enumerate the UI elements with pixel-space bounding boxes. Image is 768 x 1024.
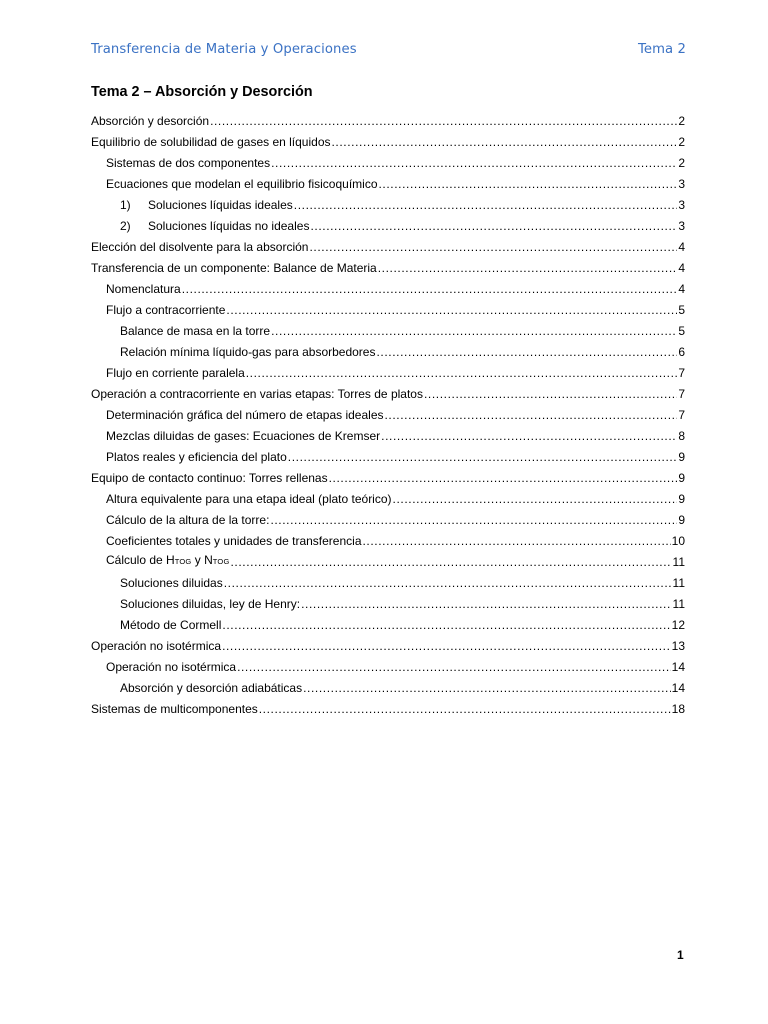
toc-entry-page: 5 xyxy=(678,324,685,338)
toc-entry-label: Soluciones líquidas no ideales xyxy=(148,219,310,233)
toc-entry-label: Nomenclatura xyxy=(106,282,181,296)
toc-leader-dots xyxy=(332,135,678,149)
toc-entry-label: Absorción y desorción xyxy=(91,114,210,128)
toc-entry-label: Altura equivalente para una etapa ideal (plato teórico) xyxy=(106,492,392,506)
toc-leader-dots xyxy=(424,387,677,401)
toc-entry-label: Equipo de contacto continuo: Torres rellenas xyxy=(91,471,328,485)
toc-leader-dots xyxy=(237,660,671,674)
toc-entry[interactable] xyxy=(91,653,685,674)
toc-entry[interactable] xyxy=(91,464,685,485)
toc-leader-dots xyxy=(376,345,677,359)
toc-entry-page: 14 xyxy=(671,660,685,674)
toc-leader-dots xyxy=(230,555,671,569)
toc-entry-page: 9 xyxy=(678,513,685,527)
toc-entry-page: 4 xyxy=(678,282,685,296)
toc-leader-dots xyxy=(381,429,677,443)
toc-entry-label: Ecuaciones que modelan el equilibrio fisicoquímico xyxy=(106,177,378,191)
toc-leader-dots xyxy=(270,513,677,527)
toc-entry-page: 4 xyxy=(678,240,685,254)
toc-leader-dots xyxy=(271,324,677,338)
toc-leader-dots xyxy=(182,282,678,296)
toc-entry[interactable] xyxy=(91,401,685,422)
toc-entry[interactable] xyxy=(91,380,685,401)
toc-leader-dots xyxy=(224,576,672,590)
toc-leader-dots xyxy=(271,156,677,170)
toc-leader-dots xyxy=(246,366,678,380)
toc-entry-page: 13 xyxy=(671,639,685,653)
toc-entry[interactable] xyxy=(91,548,685,569)
toc-title: Tema 2 – Absorción y Desorción xyxy=(91,84,313,100)
page-number: 1 xyxy=(677,948,684,962)
header-chapter-label: Tema 2 xyxy=(637,42,686,57)
toc-leader-dots xyxy=(294,198,678,212)
toc-leader-dots xyxy=(393,492,678,506)
toc-leader-dots xyxy=(222,618,670,632)
toc-entry-page: 6 xyxy=(678,345,685,359)
toc-entry-label: Flujo en corriente paralela xyxy=(106,366,245,380)
toc-entry[interactable] xyxy=(91,233,685,254)
toc-leader-dots xyxy=(310,219,677,233)
toc-entry[interactable] xyxy=(91,275,685,296)
toc-entry-page: 4 xyxy=(678,261,685,275)
toc-entry-page: 11 xyxy=(672,555,685,569)
toc-entry-label: Operación no isotérmica xyxy=(91,639,222,653)
toc-entry-label: Cálculo de la altura de la torre: xyxy=(106,513,270,527)
toc-entry-label: Balance de masa en la torre xyxy=(120,324,271,338)
label-part: Cálculo de H xyxy=(106,553,175,567)
toc-entry[interactable] xyxy=(91,611,685,632)
toc-leader-dots xyxy=(226,303,677,317)
toc-entry-page: 2 xyxy=(678,156,685,170)
toc-entry[interactable] xyxy=(91,149,685,170)
header-document-title: Transferencia de Materia y Operaciones xyxy=(91,42,357,57)
toc-entry-page: 2 xyxy=(678,114,685,128)
toc-entry-page: 7 xyxy=(678,387,685,401)
page-header xyxy=(91,42,686,62)
toc-entry[interactable] xyxy=(91,338,685,359)
toc-leader-dots xyxy=(288,450,678,464)
toc-entry-label: Equilibrio de solubilidad de gases en líquidos xyxy=(91,135,331,149)
toc-entry-page: 2 xyxy=(678,135,685,149)
toc-entry[interactable] xyxy=(91,317,685,338)
toc-leader-dots xyxy=(363,534,671,548)
toc-leader-dots xyxy=(301,597,671,611)
toc-entry-page: 9 xyxy=(678,450,685,464)
toc-entry-page: 11 xyxy=(672,597,685,611)
toc-entry-label: Soluciones líquidas ideales xyxy=(148,198,293,212)
toc-entry[interactable] xyxy=(91,485,685,506)
toc-entry-label: Flujo a contracorriente xyxy=(106,303,226,317)
table-of-contents xyxy=(91,107,685,716)
toc-entry-page: 9 xyxy=(678,471,685,485)
toc-entry-label: Determinación gráfica del número de etapas ideales xyxy=(106,408,384,422)
toc-entry-label: Soluciones diluidas, ley de Henry: xyxy=(120,597,301,611)
toc-entry[interactable] xyxy=(91,695,685,716)
toc-leader-dots xyxy=(303,681,671,695)
toc-leader-dots xyxy=(378,261,678,275)
toc-entry[interactable] xyxy=(91,254,685,275)
toc-entry-page: 5 xyxy=(678,303,685,317)
toc-entry-label: Relación mínima líquido-gas para absorbedores xyxy=(120,345,376,359)
toc-entry[interactable] xyxy=(91,107,685,128)
toc-entry-label: Transferencia de un componente: Balance de Materia xyxy=(91,261,377,275)
toc-entry[interactable] xyxy=(91,422,685,443)
toc-entry-number: 2) xyxy=(120,219,131,233)
toc-leader-dots xyxy=(222,639,671,653)
toc-entry[interactable] xyxy=(91,359,685,380)
toc-entry-page: 12 xyxy=(671,618,685,632)
toc-entry-label: Operación a contracorriente en varias etapas: Torres de platos xyxy=(91,387,423,401)
toc-entry-page: 3 xyxy=(678,198,685,212)
toc-entry-label: Método de Cormell xyxy=(120,618,222,632)
toc-entry[interactable] xyxy=(91,632,685,653)
toc-entry-label: Operación no isotérmica xyxy=(106,660,237,674)
toc-leader-dots xyxy=(385,408,678,422)
toc-leader-dots xyxy=(309,240,677,254)
toc-entry-label: Elección del disolvente para la absorción xyxy=(91,240,309,254)
toc-entry-page: 7 xyxy=(678,366,685,380)
toc-entry-page: 3 xyxy=(678,219,685,233)
toc-entry-label: Mezclas diluidas de gases: Ecuaciones de Kremser xyxy=(106,429,381,443)
toc-leader-dots xyxy=(329,471,678,485)
toc-entry-page: 10 xyxy=(671,534,685,548)
toc-entry[interactable] xyxy=(91,674,685,695)
toc-entry[interactable] xyxy=(91,443,685,464)
toc-entry-label: Absorción y desorción adiabáticas xyxy=(120,681,303,695)
toc-entry-label: Sistemas de multicomponentes xyxy=(91,702,258,716)
toc-entry-page: 11 xyxy=(672,576,685,590)
toc-entry-page: 8 xyxy=(678,429,685,443)
toc-entry-label: Sistemas de dos componentes xyxy=(106,156,271,170)
toc-entry[interactable] xyxy=(91,170,685,191)
toc-entry-page: 14 xyxy=(671,681,685,695)
toc-entry[interactable] xyxy=(91,527,685,548)
toc-entry-page: 3 xyxy=(678,177,685,191)
toc-leader-dots xyxy=(379,177,678,191)
toc-entry-page: 7 xyxy=(678,408,685,422)
toc-entry[interactable] xyxy=(91,191,685,212)
toc-entry[interactable] xyxy=(91,128,685,149)
toc-leader-dots xyxy=(210,114,677,128)
label-part: y N xyxy=(191,553,213,567)
toc-entry[interactable] xyxy=(91,212,685,233)
toc-entry[interactable] xyxy=(91,569,685,590)
toc-entry[interactable] xyxy=(91,506,685,527)
toc-entry-label xyxy=(106,553,229,569)
toc-entry-label: Coeficientes totales y unidades de transferencia xyxy=(106,534,362,548)
toc-entry[interactable] xyxy=(91,590,685,611)
toc-leader-dots xyxy=(259,702,671,716)
toc-entry-page: 9 xyxy=(678,492,685,506)
toc-entry-label: Platos reales y eficiencia del plato xyxy=(106,450,287,464)
toc-entry-page: 18 xyxy=(671,702,685,716)
toc-entry-number: 1) xyxy=(120,198,131,212)
toc-entry-label: Soluciones diluidas xyxy=(120,576,223,590)
toc-entry[interactable] xyxy=(91,296,685,317)
subscript: TOG xyxy=(174,557,192,566)
subscript: TOG xyxy=(212,557,230,566)
